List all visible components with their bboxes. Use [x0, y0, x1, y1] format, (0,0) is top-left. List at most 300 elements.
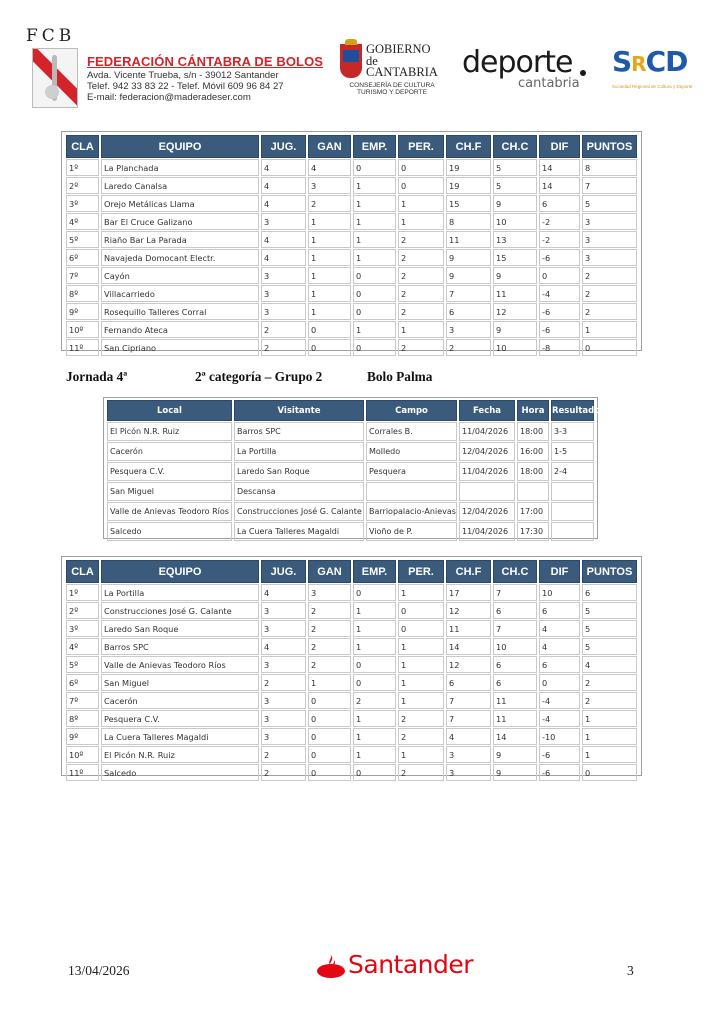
column-header-jug: JUG. [261, 560, 306, 583]
fcb-shield-icon [32, 48, 78, 108]
standings-header-row [66, 135, 637, 158]
page-number: 3 [627, 963, 634, 978]
cell-chf: 14 [446, 638, 491, 655]
cell-dif: 0 [539, 267, 580, 284]
cell-emp: 1 [353, 249, 396, 266]
cell-gan: 1 [308, 285, 351, 302]
cell-gan: 1 [308, 213, 351, 230]
match-row [107, 502, 594, 521]
cell-equipo: Orejo Metálicas Llama [101, 195, 259, 212]
table-row [66, 728, 637, 745]
cell-puntos: 5 [582, 602, 637, 619]
cell-dif: 14 [539, 177, 580, 194]
federation-address: Avda. Vicente Trueba, s/n - 39012 Santander [87, 70, 279, 81]
column-header-cla: CLA [66, 135, 99, 158]
cell-dif: -4 [539, 692, 580, 709]
cell-emp: 0 [353, 267, 396, 284]
match-row [107, 482, 594, 501]
cell-dif: -10 [539, 728, 580, 745]
cell-per: 2 [398, 303, 444, 320]
cell-resultado [551, 482, 594, 501]
cell-per: 0 [398, 602, 444, 619]
cell-emp: 0 [353, 656, 396, 673]
cell-cla: 7º [66, 692, 99, 709]
cell-jug: 3 [261, 728, 306, 745]
table-row [66, 321, 637, 338]
cell-emp: 0 [353, 159, 396, 176]
cell-dif: 0 [539, 674, 580, 691]
cell-equipo: Cacerón [101, 692, 259, 709]
cell-cla: 10º [66, 321, 99, 338]
column-header-cla: CLA [66, 560, 99, 583]
cell-chc: 6 [493, 674, 537, 691]
column-header-chc: CH.C [493, 135, 537, 158]
cell-equipo: Pesquera C.V. [101, 710, 259, 727]
cell-gan: 4 [308, 159, 351, 176]
cell-jug: 4 [261, 231, 306, 248]
cell-chc: 9 [493, 746, 537, 763]
cell-jug: 3 [261, 285, 306, 302]
cell-chf: 3 [446, 746, 491, 763]
gobierno-cantabria-logo [338, 44, 448, 98]
column-header-dif: DIF [539, 560, 580, 583]
cell-per: 2 [398, 339, 444, 356]
cell-cla: 4º [66, 638, 99, 655]
cell-jug: 4 [261, 249, 306, 266]
cell-chf: 9 [446, 267, 491, 284]
cell-resultado: 1-5 [551, 442, 594, 461]
cell-chc: 15 [493, 249, 537, 266]
cell-cla: 9º [66, 303, 99, 320]
column-header-puntos: PUNTOS [582, 560, 637, 583]
cell-cla: 3º [66, 195, 99, 212]
cell-per: 1 [398, 746, 444, 763]
cell-emp: 1 [353, 213, 396, 230]
fcb-logo [26, 26, 86, 108]
cell-cla: 3º [66, 620, 99, 637]
cell-chf: 6 [446, 303, 491, 320]
cell-visitante: Descansa [234, 482, 364, 501]
cell-emp: 1 [353, 602, 396, 619]
standings-table-2 [61, 556, 642, 776]
cell-puntos: 2 [582, 285, 637, 302]
match-row [107, 522, 594, 541]
cell-emp: 1 [353, 728, 396, 745]
cell-hora: 17:30 [517, 522, 549, 541]
cell-gan: 2 [308, 602, 351, 619]
cell-chf: 17 [446, 584, 491, 601]
cell-jug: 3 [261, 303, 306, 320]
table-row [66, 764, 637, 781]
cell-equipo: Valle de Anievas Teodoro Ríos [101, 656, 259, 673]
cell-campo: Molledo [366, 442, 457, 461]
cell-chf: 11 [446, 231, 491, 248]
cell-equipo: Navajeda Domocant Electr. [101, 249, 259, 266]
dot-icon [580, 70, 586, 76]
table-row [66, 177, 637, 194]
cell-visitante: Barros SPC [234, 422, 364, 441]
standings-body [66, 159, 637, 356]
cell-emp: 0 [353, 764, 396, 781]
jornada-label: Jornada 4ª [66, 369, 128, 384]
table-row [66, 285, 637, 302]
cell-gan: 1 [308, 303, 351, 320]
cell-chc: 11 [493, 710, 537, 727]
cell-resultado [551, 502, 594, 521]
table-row [66, 620, 637, 637]
deporte-cantabria-logo: deporte cantabria [462, 46, 592, 94]
cell-dif: -6 [539, 303, 580, 320]
cell-gan: 2 [308, 620, 351, 637]
cell-cla: 8º [66, 285, 99, 302]
cantabria-shield-icon [340, 44, 362, 78]
categoria-label: 2ª categoría – Grupo 2 [195, 369, 323, 384]
cell-chc: 7 [493, 620, 537, 637]
cell-puntos: 8 [582, 159, 637, 176]
cell-puntos: 1 [582, 746, 637, 763]
cell-chf: 12 [446, 602, 491, 619]
cell-per: 1 [398, 321, 444, 338]
cell-puntos: 5 [582, 638, 637, 655]
cell-equipo: Bar El Cruce Galizano [101, 213, 259, 230]
cell-cla: 7º [66, 267, 99, 284]
cell-fecha [459, 482, 515, 501]
cell-resultado: 3-3 [551, 422, 594, 441]
cell-equipo: Cayón [101, 267, 259, 284]
cell-campo: Vioño de P. [366, 522, 457, 541]
cell-dif: 10 [539, 584, 580, 601]
cell-cla: 5º [66, 231, 99, 248]
cell-chc: 14 [493, 728, 537, 745]
cell-chf: 8 [446, 213, 491, 230]
table-row [66, 249, 637, 266]
cell-equipo: Laredo San Roque [101, 620, 259, 637]
column-header-fecha: Fecha [459, 400, 515, 421]
match-row [107, 422, 594, 441]
cell-per: 0 [398, 159, 444, 176]
column-header-jug: JUG. [261, 135, 306, 158]
srcd-logo: SRCD Sociedad Regional de Cultura y Deporte [612, 45, 693, 89]
cell-jug: 3 [261, 620, 306, 637]
cell-emp: 0 [353, 584, 396, 601]
cell-equipo: Laredo Canalsa [101, 177, 259, 194]
matches-table [103, 397, 601, 539]
cell-local: El Picón N.R. Ruiz [107, 422, 232, 441]
cell-visitante: La Cuera Talleres Magaldi [234, 522, 364, 541]
cell-gan: 2 [308, 638, 351, 655]
table-row [66, 584, 637, 601]
cell-dif: -2 [539, 231, 580, 248]
cell-per: 2 [398, 764, 444, 781]
cell-local: San Miguel [107, 482, 232, 501]
cell-jug: 4 [261, 159, 306, 176]
cell-emp: 1 [353, 620, 396, 637]
cell-gan: 0 [308, 746, 351, 763]
cell-chf: 19 [446, 159, 491, 176]
cell-equipo: San Cipriano [101, 339, 259, 356]
cell-chf: 11 [446, 620, 491, 637]
cell-puntos: 7 [582, 177, 637, 194]
cell-hora: 18:00 [517, 462, 549, 481]
cell-cla: 10º [66, 746, 99, 763]
cell-per: 0 [398, 620, 444, 637]
cell-emp: 1 [353, 195, 396, 212]
cell-chf: 19 [446, 177, 491, 194]
table-row [66, 638, 637, 655]
cell-jug: 2 [261, 746, 306, 763]
cell-jug: 2 [261, 321, 306, 338]
cell-per: 2 [398, 728, 444, 745]
cell-dif: -6 [539, 321, 580, 338]
cell-dif: 14 [539, 159, 580, 176]
match-row [107, 462, 594, 481]
cell-chf: 7 [446, 285, 491, 302]
cell-chc: 6 [493, 602, 537, 619]
cell-cla: 1º [66, 584, 99, 601]
table-row [66, 746, 637, 763]
cell-per: 2 [398, 231, 444, 248]
cell-equipo: La Planchada [101, 159, 259, 176]
column-header-chf: CH.F [446, 560, 491, 583]
table-row [66, 303, 637, 320]
cell-dif: -6 [539, 249, 580, 266]
cell-jug: 2 [261, 674, 306, 691]
cell-puntos: 3 [582, 213, 637, 230]
cell-dif: 6 [539, 602, 580, 619]
cell-gan: 1 [308, 674, 351, 691]
cell-puntos: 2 [582, 267, 637, 284]
cell-cla: 9º [66, 728, 99, 745]
cell-chc: 13 [493, 231, 537, 248]
cell-gan: 2 [308, 656, 351, 673]
cell-chf: 7 [446, 710, 491, 727]
cell-per: 1 [398, 674, 444, 691]
cell-fecha: 11/04/2026 [459, 462, 515, 481]
cell-gan: 1 [308, 231, 351, 248]
table-row [66, 213, 637, 230]
table-row [66, 339, 637, 356]
cell-per: 2 [398, 267, 444, 284]
cell-per: 1 [398, 692, 444, 709]
cell-cla: 1º [66, 159, 99, 176]
cell-chc: 9 [493, 195, 537, 212]
cell-emp: 1 [353, 231, 396, 248]
cell-cla: 11º [66, 339, 99, 356]
cell-equipo: Construcciones José G. Calante [101, 602, 259, 619]
matches-header-row [107, 400, 594, 421]
cell-dif: -4 [539, 285, 580, 302]
cell-cla: 11º [66, 764, 99, 781]
santander-logo: Santander [316, 948, 486, 982]
cell-jug: 4 [261, 195, 306, 212]
column-header-chf: CH.F [446, 135, 491, 158]
cell-puntos: 2 [582, 692, 637, 709]
cell-emp: 0 [353, 674, 396, 691]
cell-chf: 6 [446, 674, 491, 691]
cell-dif: -6 [539, 764, 580, 781]
consejeria-text: CONSEJERÍA DE CULTURA TURISMO Y DEPORTE [349, 82, 435, 96]
cell-per: 2 [398, 710, 444, 727]
cell-equipo: El Picón N.R. Ruiz [101, 746, 259, 763]
cell-chc: 10 [493, 213, 537, 230]
cell-chf: 9 [446, 249, 491, 266]
cell-jug: 2 [261, 764, 306, 781]
table-row [66, 267, 637, 284]
cell-chc: 11 [493, 692, 537, 709]
cell-per: 1 [398, 213, 444, 230]
cell-per: 2 [398, 249, 444, 266]
cell-puntos: 2 [582, 674, 637, 691]
cell-gan: 1 [308, 267, 351, 284]
cell-gan: 0 [308, 764, 351, 781]
cell-gan: 3 [308, 177, 351, 194]
cell-chf: 3 [446, 764, 491, 781]
modalidad-label: Bolo Palma [367, 369, 433, 384]
cell-chc: 11 [493, 285, 537, 302]
cell-emp: 1 [353, 321, 396, 338]
cell-puntos: 2 [582, 303, 637, 320]
cell-chc: 6 [493, 656, 537, 673]
cell-chc: 7 [493, 584, 537, 601]
gobierno-text: GOBIERNO de CANTABRIA [366, 42, 438, 79]
cell-equipo: Barros SPC [101, 638, 259, 655]
cell-puntos: 3 [582, 231, 637, 248]
cell-cla: 2º [66, 177, 99, 194]
column-header-gan: GAN [308, 560, 351, 583]
cell-puntos: 1 [582, 728, 637, 745]
cell-per: 0 [398, 177, 444, 194]
cell-jug: 2 [261, 339, 306, 356]
cell-chc: 12 [493, 303, 537, 320]
cell-puntos: 1 [582, 321, 637, 338]
cell-jug: 3 [261, 602, 306, 619]
cell-chc: 9 [493, 321, 537, 338]
federation-email[interactable]: E-mail: federacion@maderadeser.com [87, 92, 251, 103]
cell-emp: 1 [353, 638, 396, 655]
cell-campo: Corrales B. [366, 422, 457, 441]
cell-fecha: 12/04/2026 [459, 502, 515, 521]
cell-jug: 3 [261, 710, 306, 727]
cell-dif: 6 [539, 195, 580, 212]
cell-fecha: 11/04/2026 [459, 522, 515, 541]
cell-puntos: 6 [582, 584, 637, 601]
cell-jug: 3 [261, 692, 306, 709]
cell-dif: -8 [539, 339, 580, 356]
standings-header-row [66, 560, 637, 583]
column-header-visitante: Visitante [234, 400, 364, 421]
column-header-gan: GAN [308, 135, 351, 158]
cell-cla: 6º [66, 249, 99, 266]
standings-body [66, 584, 637, 781]
cell-per: 1 [398, 584, 444, 601]
cell-dif: -4 [539, 710, 580, 727]
cell-per: 1 [398, 638, 444, 655]
cell-gan: 2 [308, 195, 351, 212]
cell-cla: 4º [66, 213, 99, 230]
cell-equipo: Riaño Bar La Parada [101, 231, 259, 248]
cell-cla: 8º [66, 710, 99, 727]
cell-gan: 0 [308, 710, 351, 727]
column-header-puntos: PUNTOS [582, 135, 637, 158]
footer-date: 13/04/2026 [68, 963, 130, 978]
match-row [107, 442, 594, 461]
table-row [66, 159, 637, 176]
column-header-per: PER. [398, 560, 444, 583]
federation-phones: Telef. 942 33 83 22 - Telef. Móvil 609 96 84 27 [87, 81, 284, 92]
cell-cla: 2º [66, 602, 99, 619]
cell-gan: 1 [308, 249, 351, 266]
cell-chf: 12 [446, 656, 491, 673]
cell-hora: 18:00 [517, 422, 549, 441]
cell-fecha: 11/04/2026 [459, 422, 515, 441]
table-row [66, 602, 637, 619]
cell-equipo: Rosequillo Talleres Corral [101, 303, 259, 320]
table-row [66, 195, 637, 212]
standings-table-1 [61, 131, 642, 351]
table-row [66, 656, 637, 673]
cell-dif: -6 [539, 746, 580, 763]
federation-name: FEDERACIÓN CÁNTABRA DE BOLOS [87, 54, 324, 69]
cell-gan: 0 [308, 692, 351, 709]
cell-chf: 3 [446, 321, 491, 338]
cell-emp: 0 [353, 339, 396, 356]
cell-per: 2 [398, 285, 444, 302]
cell-equipo: Fernando Ateca [101, 321, 259, 338]
cell-local: Cacerón [107, 442, 232, 461]
cell-hora: 16:00 [517, 442, 549, 461]
table-row [66, 231, 637, 248]
column-header-resultado: Resultado [551, 400, 594, 421]
column-header-emp: EMP. [353, 560, 396, 583]
cell-emp: 2 [353, 692, 396, 709]
cell-chc: 5 [493, 177, 537, 194]
table-row [66, 674, 637, 691]
cell-chf: 2 [446, 339, 491, 356]
cell-puntos: 3 [582, 249, 637, 266]
column-header-hora: Hora [517, 400, 549, 421]
matches-body [107, 422, 594, 541]
cell-puntos: 5 [582, 620, 637, 637]
fcb-letters: FCB [26, 26, 76, 46]
cell-chc: 10 [493, 638, 537, 655]
cell-dif: 6 [539, 656, 580, 673]
cell-puntos: 5 [582, 195, 637, 212]
cell-cla: 5º [66, 656, 99, 673]
cell-dif: 4 [539, 638, 580, 655]
cell-cla: 6º [66, 674, 99, 691]
cell-resultado [551, 522, 594, 541]
cell-jug: 4 [261, 584, 306, 601]
cell-equipo: Salcedo [101, 764, 259, 781]
cell-visitante: Construcciones José G. Calante [234, 502, 364, 521]
cell-emp: 1 [353, 177, 396, 194]
cell-hora: 17:00 [517, 502, 549, 521]
cell-chf: 4 [446, 728, 491, 745]
cell-jug: 4 [261, 638, 306, 655]
table-row [66, 710, 637, 727]
cell-dif: -2 [539, 213, 580, 230]
cell-local: Valle de Anievas Teodoro Ríos [107, 502, 232, 521]
cell-hora [517, 482, 549, 501]
cell-visitante: Laredo San Roque [234, 462, 364, 481]
column-header-emp: EMP. [353, 135, 396, 158]
cell-resultado: 2-4 [551, 462, 594, 481]
column-header-per: PER. [398, 135, 444, 158]
santander-flame-icon [316, 952, 346, 978]
cell-emp: 0 [353, 303, 396, 320]
column-header-chc: CH.C [493, 560, 537, 583]
cell-per: 1 [398, 195, 444, 212]
